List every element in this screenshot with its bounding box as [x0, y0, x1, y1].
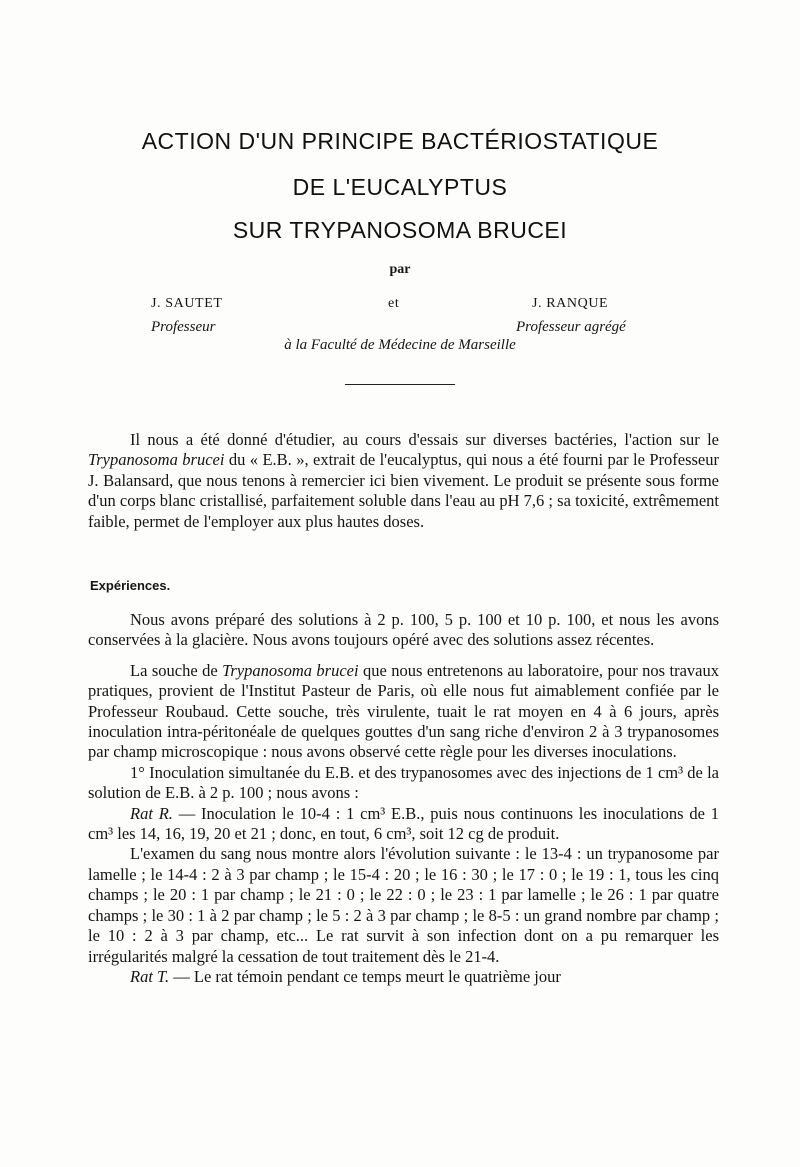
author-ranque: J. RANQUE: [532, 296, 609, 311]
souche-species: Trypanosoma brucei: [222, 660, 359, 680]
role-sautet: Professeur: [151, 319, 216, 335]
experiences-body: [88, 610, 719, 987]
paragraph-solutions: Nous avons préparé des solutions à 2 p. 100, 5 p. 100 et 10 p. 100, et nous les avons conservées à la glacière. Nous avons toujours opéré avec des solutions assez récentes.: [88, 610, 719, 650]
section-heading: Expériences.: [90, 578, 171, 593]
article-title-line-3: SUR TRYPANOSOMA BRUCEI: [232, 217, 568, 243]
affiliation: à la Faculté de Médecine de Marseille: [284, 337, 516, 353]
paragraph-rat-t: [88, 967, 719, 987]
paragraph-souche: [88, 661, 719, 763]
article-title-line-1: ACTION D'UN PRINCIPE BACTÉRIOSTATIQUE: [141, 128, 659, 154]
author-sautet: J. SAUTET: [151, 296, 223, 311]
rat-t-text: — Le rat témoin pendant ce temps meurt le quatrième jour: [169, 966, 561, 986]
rat-r-text: — Inoculation le 10-4 : 1 cm³ E.B., puis nous continuons les inoculations de 1 cm³ les 14, 16, 19, 20 et 21 ; donc, en tout, 6 cm³, soit 12 cg de produit.: [88, 803, 719, 844]
separator-rule: [345, 384, 455, 385]
souche-text-a: La souche de: [130, 660, 223, 680]
article-title-line-2: DE L'EUCALYPTUS: [292, 174, 508, 200]
role-ranque: Professeur agrégé: [516, 319, 626, 335]
paragraph-rat-r: [88, 804, 719, 845]
paragraph-inoculation: 1° Inoculation simultanée du E.B. et des trypanosomes avec des injections de 1 cm³ de la solution de E.B. à 2 p. 100 ; nous avons :: [88, 762, 719, 803]
spacer: [88, 651, 719, 661]
paragraph-examen: L'examen du sang nous montre alors l'évolution suivante : le 13-4 : un trypanosome par lamelle ; le 14-4 : 2 à 3 par champ ; le 15-4 : 20 ; le 16 : 30 ; le 17 : 0 ; le 19 : 1, tous les cinq champs ; le 20 : 1 par champ ; le 21 : 0 ; le 22 : 0 ; le 23 : 1 par lamelle ; le 26 : 1 par quatre champs ; le 30 : 1 à 2 par champ ; le 5 : 2 à 3 par champ ; le 8-5 : un grand nombre par champ ; le 10 : 2 à 3 par champ, etc... Le rat survit à son infection dont on a pu remarquer les irrégularités malgré la cessation de tout traitement dès le 21-4.: [88, 844, 719, 966]
byline-par: par: [389, 262, 411, 277]
souche-text-b: que nous entretenons au laboratoire, pour nos travaux pratiques, provient de l'Institut Pasteur de Paris, où elle nous fut aimablement confiée par le Professeur Roubaud. Cette souche, très virulente, tuait le rat moyen en 4 à 6 jours, après inoculation intra-péritonéale de quelques gouttes d'un sang riche d'environ 2 à 3 trypanosomes par champ microscopique : nous avons observé cette règle pour les diverses inoculations.: [88, 660, 720, 762]
rat-t-label: Rat T.: [130, 966, 170, 986]
author-conjunction: et: [388, 296, 400, 311]
intro-text-b: du « E.B. », extrait de l'eucalyptus, qui nous a été fourni par le Professeur J. Balansard, que nous tenons à remercier ici bien vivement. Le produit se présente sous forme d'un corps blanc cristallisé, parfaitement soluble dans l'eau au pH 7,6 ; sa toxicité, extrêmement faible, permet de l'employer aux plus hautes doses.: [88, 450, 720, 531]
rat-r-label: Rat R.: [130, 803, 173, 823]
intro-text-a: Il nous a été donné d'étudier, au cours d'essais sur diverses bactéries, l'action sur le: [130, 430, 719, 449]
intro-species: Trypanosoma brucei: [88, 450, 225, 470]
intro-paragraph: [88, 430, 719, 532]
